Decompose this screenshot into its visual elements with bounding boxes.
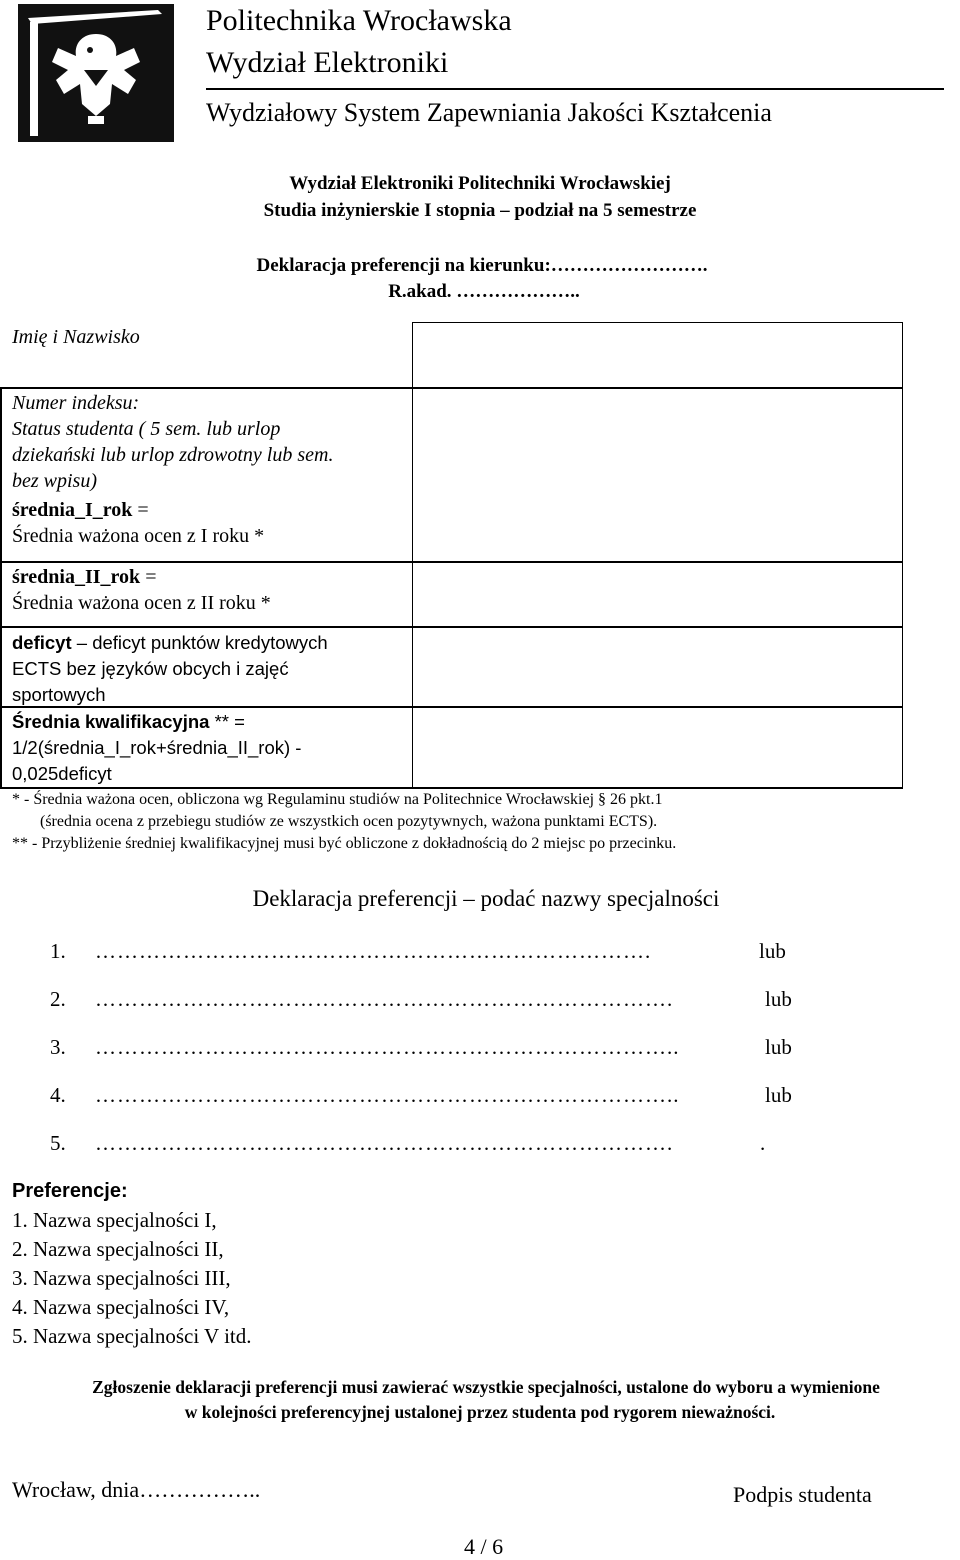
place-date-field[interactable]: Wrocław, dnia…………….. [12,1477,261,1502]
intro-academic-year: R.akad. ……………….. [388,281,580,302]
intro-faculty: Wydział Elektroniki Politechniki Wrocławskiej [289,173,671,194]
closing-statement-cont: w kolejności preferencyjnej ustalonej przez studenta pod rygorem nieważności. [184,1402,776,1422]
index-status-avg1-field[interactable] [415,390,899,560]
row-divider [412,387,903,389]
avg1-label: średnia_I_rok = [12,499,149,521]
index-label: Numer indeksu: [12,392,140,414]
footnote-weighted-average-cont: (średnia ocena z przebiegu studiów ze wszystkich ocen pozytywnych, ważona punktami ECTS). [40,813,658,830]
preference-suffix: lub [759,939,786,963]
status-label-cont: bez wpisu) [12,470,97,492]
avg2-field[interactable] [415,564,899,625]
preferences-title: Deklaracja preferencji – podać nazwy specjalności [252,886,720,911]
preferences-list-item: 2. Nazwa specjalności II, [12,1237,224,1261]
name-label: Imię i Nazwisko [12,326,140,348]
footnote-precision: ** - Przybliżenie średniej kwalifikacyjnej musi być obliczone z dokładnością do 2 miejsc po przecinku. [12,835,677,852]
deficit-description: sportowych [12,684,106,705]
footnote-weighted-average: * - Średnia ważona ocen, obliczona wg Regulaminu studiów na Politechnice Wrocławskiej § 26 pkt.1 [12,791,663,808]
header-faculty: Wydział Elektroniki [206,46,449,79]
qualification-label: Średnia kwalifikacyjna ** = [12,711,245,732]
left-border [0,387,2,788]
preference-number: 2. [50,987,66,1011]
qualification-formula: 1/2(średnia_I_rok+średnia_II_rok) - [12,737,302,758]
preference-number: 4. [50,1083,66,1107]
header-university: Politechnika Wrocławska [206,4,512,37]
row-divider [0,561,903,563]
preferences-list-item: 1. Nazwa specjalności I, [12,1208,217,1232]
preference-input[interactable]: …………………………………………………………………….. [95,1083,680,1107]
name-field[interactable] [415,324,899,386]
avg2-description: Średnia ważona ocen z II roku * [12,592,271,614]
preferences-list-item: 3. Nazwa specjalności III, [12,1266,231,1290]
preference-input[interactable]: …………………………………………………………………….. [95,1035,680,1059]
page-number: 4 / 6 [464,1534,504,1559]
row-divider [0,387,414,389]
preferences-list-item: 4. Nazwa specjalności IV, [12,1295,230,1319]
status-label-cont: dziekański lub urlop zdrowotny lub sem. [12,444,334,466]
intro-studies: Studia inżynierskie I stopnia – podział na 5 semestrze [263,200,697,221]
preference-number: 3. [50,1035,66,1059]
preference-number: 1. [50,939,66,963]
closing-statement: Zgłoszenie deklaracji preferencji musi zawierać wszystkie specjalności, ustalone do wyboru a wymienione [92,1377,880,1397]
preferences-list-item: 5. Nazwa specjalności V itd. [12,1324,252,1348]
preferences-list-title: Preferencje: [12,1180,128,1202]
status-label: Status studenta ( 5 sem. lub urlop [12,418,281,440]
deficit-field[interactable] [415,628,899,705]
avg1-description: Średnia ważona ocen z I roku * [12,525,265,547]
preference-suffix: lub [765,1083,792,1107]
header-divider [206,88,944,90]
deficit-description: ECTS bez języków obcych i zajęć [12,658,289,679]
preference-number: 5. [50,1131,66,1155]
preference-suffix: lub [765,987,792,1011]
avg2-label: średnia_II_rok = [12,566,157,588]
qualification-field[interactable] [415,708,899,786]
intro-declaration: Deklaracja preferencji na kierunku:……………………. [256,255,708,276]
preference-suffix: lub [765,1035,792,1059]
qualification-formula: 0,025deficyt [12,763,112,784]
preference-input[interactable]: ……………………………………………………………………. [95,987,674,1011]
preference-input[interactable]: …………………………………………………………………. [95,939,652,963]
preference-suffix: . [760,1131,766,1155]
deficit-label: deficyt – deficyt punktów kredytowych [12,632,328,653]
header-quality-system: Wydziałowy System Zapewniania Jakości Kształcenia [206,98,772,127]
signature-label: Podpis studenta [733,1482,872,1507]
preference-input[interactable]: ……………………………………………………………………. [95,1131,674,1155]
university-crest-logo [18,4,174,142]
